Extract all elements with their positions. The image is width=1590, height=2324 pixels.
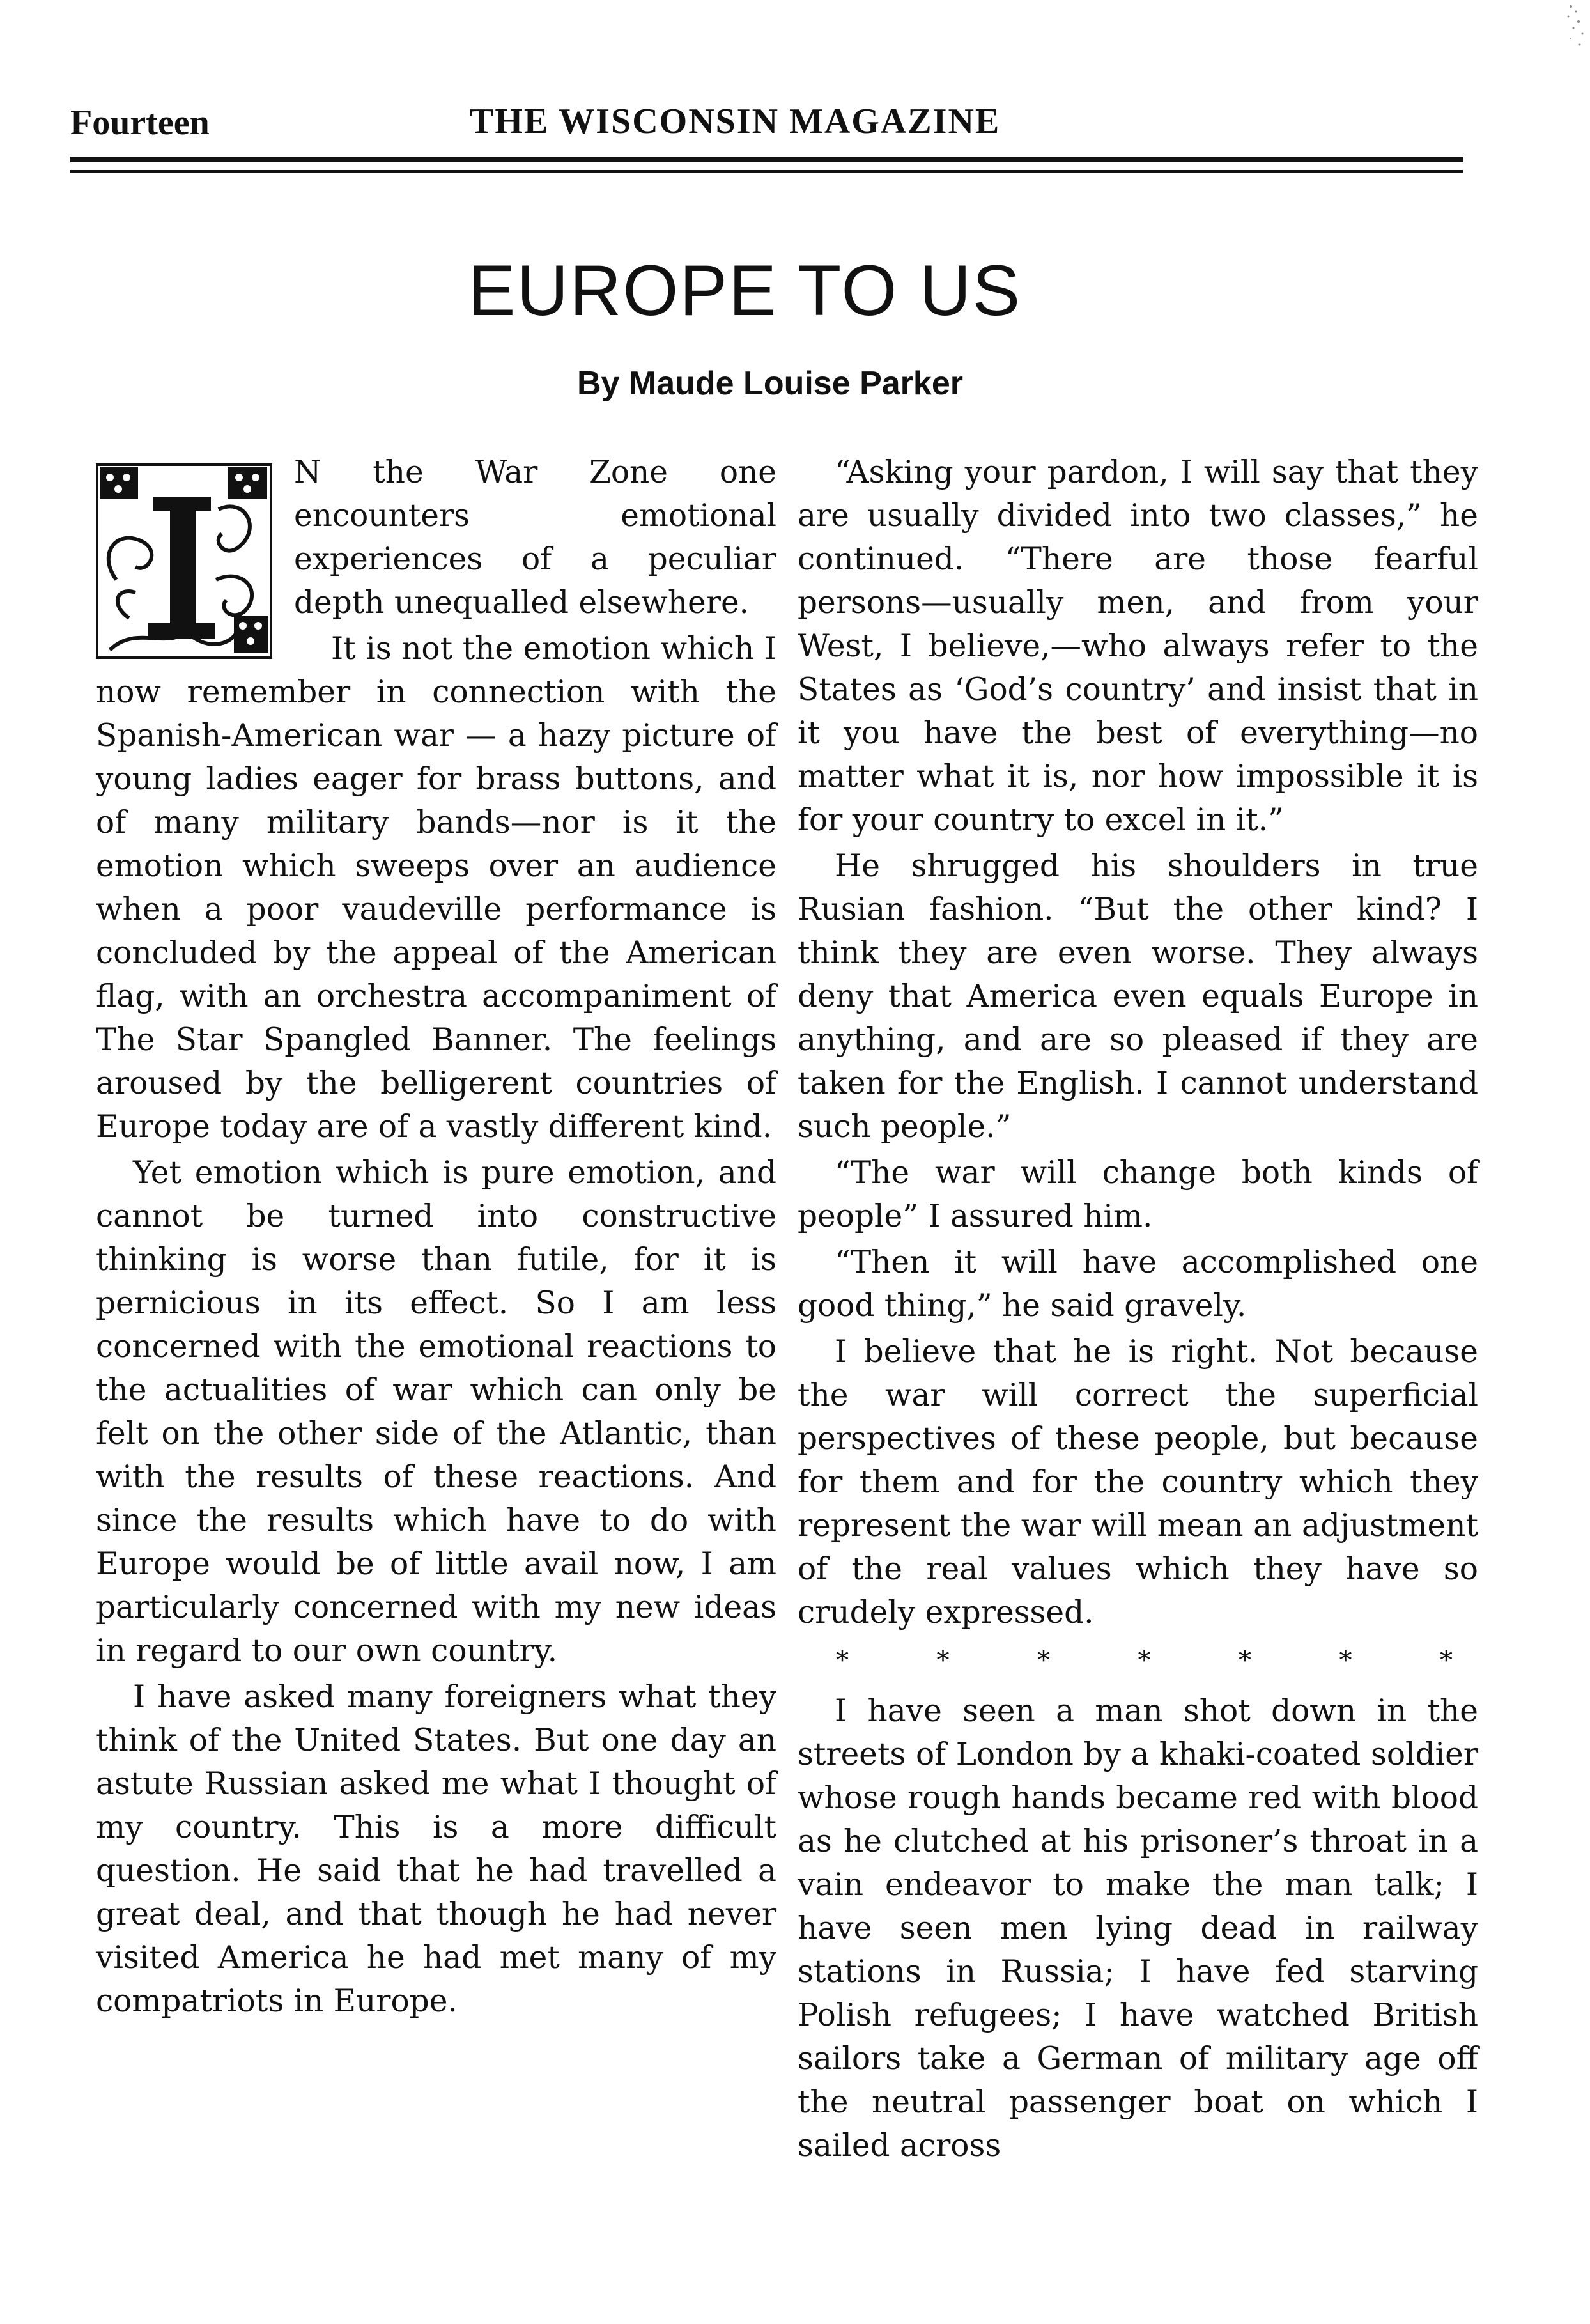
separator-star: * bbox=[1339, 1646, 1352, 1675]
paragraph: “The war will change both kinds of people” I assured him. bbox=[798, 1155, 1478, 1234]
paragraph: “Asking your pardon, I will say that they are usually divided into two classes,” he continued. “There are those fearful persons—usually men, and from your West, I believe,—who always refer to the States as ‘God’s country’ and insist that in it you have the best of everything—no matter what it is, nor how impossible it is for your country to excel in it.” bbox=[798, 454, 1478, 838]
separator-star: * bbox=[1440, 1646, 1453, 1675]
header-rule-thick bbox=[70, 157, 1463, 162]
paragraph: “Then it will have accomplished one good thing,” he said gravely. bbox=[798, 1244, 1478, 1324]
header-rule-thin bbox=[70, 170, 1463, 173]
ornamental-drop-cap-i bbox=[91, 458, 277, 664]
paragraph: I have seen a man shot down in the streets of London by a khaki-coated soldier whose rough hands became red with blood as he clutched at his prisoner’s throat in a vain endeavor to make the man talk; I have seen men lying dead in railway stations in Russia; I have fed starving Polish refugees; I have watched British sailors take a German of military age off the neutral passenger boat on which I sailed across bbox=[798, 1693, 1478, 2164]
page-folio: Fourteen bbox=[70, 103, 210, 143]
paragraph: It is not the emotion which I now remember in connection with the Spanish-American war — a hazy picture of young ladies eager for brass buttons, and of many military bands—nor is it the emotion which sweeps over an audience when a poor vaudeville performance is concluded by the appeal of the American flag, with an orchestra accompaniment of The Star Spangled Banner. The feelings aroused by the belligerent countries of Europe today are of a vastly different kind. bbox=[96, 631, 776, 1145]
separator-star: * bbox=[1037, 1646, 1050, 1675]
paragraph: Yet emotion which is pure emotion, and cannot be turned into constructive thinking is worse than futile, for it is pernicious in its effect. So I am less concerned with the emotional reactions to the actualities of war which can only be felt on the other side of the Atlantic, than with the results of these reactions. And since the results which have to do with Europe would be of little avail now, I am particularly concerned with my new ideas in regard to our own country. bbox=[96, 1155, 776, 1669]
article-byline: By Maude Louise Parker bbox=[577, 365, 963, 402]
separator-star: * bbox=[936, 1646, 950, 1675]
separator-star: * bbox=[836, 1646, 849, 1675]
left-column bbox=[96, 451, 776, 2026]
article-title: EUROPE TO US bbox=[467, 251, 1022, 330]
separator-star: * bbox=[1239, 1646, 1251, 1675]
paragraph: He shrugged his shoulders in true Rusian fashion. “But the other kind? I think they are even worse. They always deny that America even equals Europe in anything, and are so pleased if they are taken for the English. I cannot understand such people.” bbox=[798, 848, 1478, 1145]
paragraph: N the War Zone one encounters emotional experiences of a peculiar depth unequalled elsewhere. bbox=[294, 454, 776, 621]
separator-star: * bbox=[1138, 1646, 1151, 1675]
paragraph: I believe that he is right. Not because the war will correct the superficial perspectives of these people, but because for them and for the country which they represent the war will mean an adjustment of the real values which they have so crudely expressed. bbox=[798, 1334, 1478, 1631]
paragraph: I have asked many foreigners what they think of the United States. But one day an astute Russian asked me what I thought of my country. This is a more difficult question. He said that he had travelled a great deal, and that though he had never visited America he had met many of my compatriots in Europe. bbox=[96, 1679, 776, 2019]
drop-cap-letter: I bbox=[183, 587, 185, 594]
magazine-title: THE WISCONSIN MAGAZINE bbox=[470, 102, 1001, 141]
right-column bbox=[798, 451, 1478, 2170]
section-separator bbox=[798, 1637, 1478, 1680]
scan-artifact-mark bbox=[1545, 0, 1590, 58]
